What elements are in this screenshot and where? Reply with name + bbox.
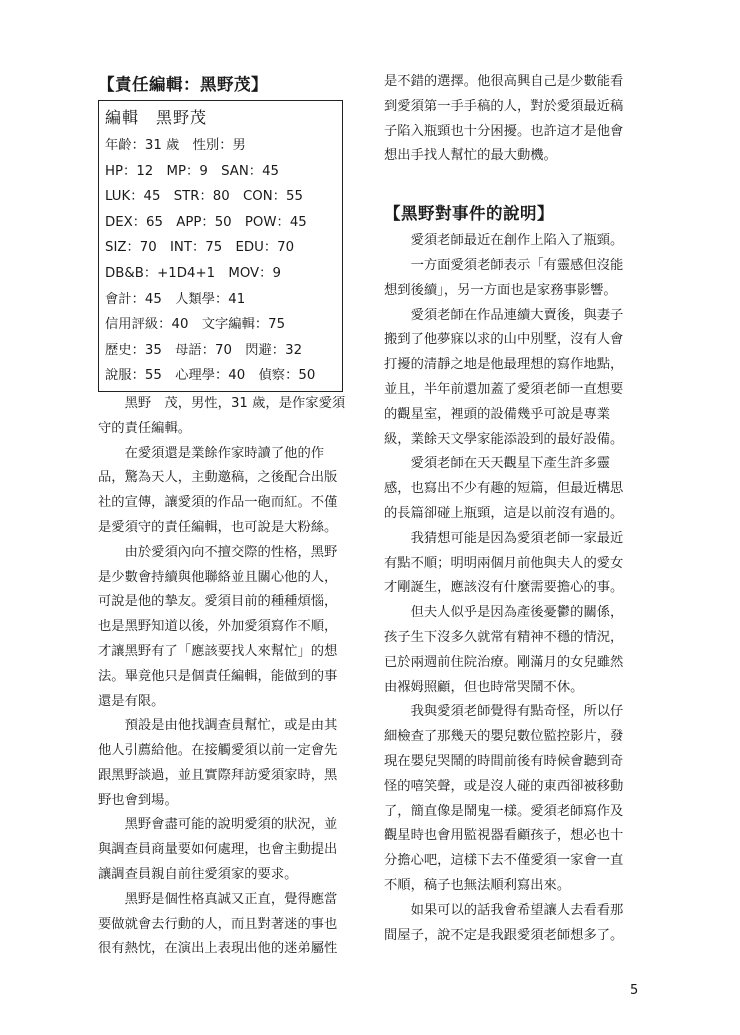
stat-row: DB&B：+1D4+1 MOV：9	[105, 265, 281, 281]
text-line: 預設是由他找調查員幫忙，或是由其	[98, 718, 338, 734]
page-number: 5	[630, 983, 639, 998]
paragraph	[384, 899, 642, 949]
text-line: 的觀星室，裡頭的設備幾乎可說是專業	[384, 406, 611, 422]
text-line: 子陷入瓶頸也十分困擾。也許這才是他會	[384, 123, 624, 139]
text-line: 想出手找人幫忙的最大動機。	[384, 148, 557, 164]
text-line: 還是有限。	[98, 693, 165, 709]
text-line: 跟黑野談過，並且實際拜訪愛須家時，黑	[98, 767, 338, 783]
text-line: 到愛須第一手手稿的人，對於愛須最近稿	[384, 98, 624, 114]
text-line: 打擾的清靜之地是他最理想的寫作地點，	[384, 357, 624, 373]
text-line: 才剛誕生，應該沒有什麼需要擔心的事。	[384, 580, 624, 596]
stat-row: DEX：65 APP：50 POW：45	[105, 214, 307, 230]
text-line: 已於兩週前住院治療。剛滿月的女兒雖然	[384, 654, 624, 670]
text-line: 可說是他的摯友。愛須目前的種種煩惱，	[98, 594, 338, 610]
text-line: 但夫人似乎是因為產後憂鬱的關係，	[384, 605, 624, 621]
text-line: 搬到了他夢寐以求的山中別墅，沒有人會	[384, 332, 624, 348]
left-body-text	[98, 392, 356, 962]
stat-row: SIZ：70 INT：75 EDU：70	[105, 240, 295, 256]
text-line: 黑野 茂，男性，31 歲，是作家愛須	[98, 395, 346, 411]
paragraph	[384, 304, 642, 453]
text-line: 的長篇卻碰上瓶頸，這是以前沒有過的。	[384, 505, 624, 521]
text-line: 要做就會去行動的人，而且對著迷的事也	[98, 916, 338, 932]
text-line: 由褓姆照顧，但也時常哭鬧不休。	[384, 679, 584, 695]
right-column	[384, 70, 642, 948]
text-line: 在愛須還是業餘作家時讀了他的作	[98, 445, 325, 461]
stat-box-name: 編輯 黑野茂	[105, 108, 208, 127]
paragraph	[384, 601, 642, 700]
event-heading: 【黑野對事件的說明】	[384, 204, 554, 224]
stat-rows	[105, 133, 336, 389]
text-line: 級，業餘天文學家能添設到的最好設備。	[384, 431, 624, 447]
paragraph	[384, 229, 642, 254]
character-stat-box	[98, 100, 343, 392]
text-line: 由於愛須內向不擅交際的性格，黑野	[98, 544, 338, 560]
text-line: 孩子生下沒多久就常有精神不穩的情況，	[384, 629, 624, 645]
text-line: 不順，稿子也無法順利寫出來。	[384, 877, 571, 893]
text-line: 與調查員商量要如何處理，也會主動提出	[98, 842, 338, 858]
stat-row: 歷史：35 母語：70 閃避：32	[105, 342, 303, 358]
stat-row: 會計：45 人類學：41	[105, 291, 246, 307]
text-line: 很有熱忱，在演出上表現出他的迷弟屬性	[98, 941, 338, 957]
editor-heading: 【責任編輯：黑野茂】	[98, 75, 268, 94]
text-line: 分擔心吧，這樣下去不僅愛須一家會一直	[384, 853, 624, 869]
paragraph	[98, 442, 356, 541]
text-line: 黑野是個性格真誠又正直，覺得應當	[98, 891, 338, 907]
text-line: 社的宣傳，讓愛須的作品一砲而紅。不僅	[98, 495, 338, 511]
text-line: 感，也寫出不少有趣的短篇，但最近構思	[384, 481, 624, 497]
text-line: 是不錯的選擇。他很高興自己是少數能看	[384, 74, 624, 89]
text-line: 觀星時也會用監視器看顧孩子，想必也十	[384, 828, 624, 844]
paragraph	[384, 70, 642, 169]
paragraph	[98, 392, 356, 442]
stat-row: 年齡：31 歲 性別：男	[105, 138, 246, 153]
stat-row: LUK：45 STR：80 CON：55	[105, 189, 303, 205]
paragraph	[98, 714, 356, 813]
text-line: 一方面愛須老師表示「有靈感但沒能	[384, 257, 624, 273]
paragraph	[98, 888, 356, 962]
text-line: 讓調查員親自前往愛須家的要求。	[98, 867, 298, 883]
text-line: 愛須老師最近在創作上陷入了瓶頸。	[384, 233, 624, 249]
text-line: 才讓黑野有了「應該要找人來幫忙」的想	[98, 643, 338, 659]
text-line: 間屋子，說不定是我跟愛須老師想多了。	[384, 927, 624, 943]
text-line: 細檢查了那幾天的嬰兒數位監控影片，發	[384, 729, 624, 745]
text-line: 守的責任編輯。	[98, 420, 192, 436]
text-line: 想到後續」，另一方面也是家務事影響。	[384, 282, 617, 298]
text-line: 是少數會持續與他聯絡並且關心他的人，	[98, 569, 338, 585]
text-line: 愛須老師在天天觀星下產生許多靈	[384, 456, 611, 472]
right-body-text	[384, 229, 642, 948]
text-line: 我與愛須老師覺得有點奇怪，所以仔	[384, 704, 624, 720]
paragraph	[98, 813, 356, 887]
text-line: 野也會到場。	[98, 792, 178, 808]
text-line: 怪的嘻笑聲，或是沒人碰的東西卻被移動	[384, 778, 624, 794]
stat-row: HP：12 MP：9 SAN：45	[105, 163, 280, 179]
paragraph	[384, 452, 642, 526]
text-line: 他人引薦給他。在接觸愛須以前一定會先	[98, 743, 338, 759]
text-line: 有點不順；明明兩個月前他與夫人的愛女	[384, 555, 624, 571]
stat-row: 信用評級：40 文字編輯：75	[105, 317, 286, 333]
stat-row: 說服：55 心理學：40 偵察：50	[105, 368, 316, 384]
text-line: 是愛須守的責任編輯，也可說是大粉絲。	[98, 519, 338, 535]
paragraph	[384, 254, 642, 304]
text-line: 了，簡直像是鬧鬼一樣。愛須老師寫作及	[384, 803, 624, 819]
text-line: 也是黑野知道以後，外加愛須寫作不順，	[98, 619, 338, 635]
text-line: 品，驚為天人，主動邀稿，之後配合出版	[98, 470, 338, 486]
text-line: 黑野會盡可能的說明愛須的狀況，並	[98, 817, 338, 833]
text-line: 如果可以的話我會希望讓人去看看那	[384, 902, 624, 918]
text-line: 愛須老師在作品連續大賣後，與妻子	[384, 307, 624, 323]
text-line: 現在嬰兒哭鬧的時間前後有時候會聽到奇	[384, 753, 624, 769]
right-intro-text	[384, 70, 642, 169]
paragraph	[384, 527, 642, 601]
text-line: 法。畢竟他只是個責任編輯，能做到的事	[98, 668, 338, 684]
left-column	[98, 70, 356, 962]
paragraph	[98, 541, 356, 715]
paragraph	[384, 700, 642, 898]
text-line: 並且，半年前還加蓋了愛須老師一直想要	[384, 381, 624, 397]
section-spacer	[384, 169, 642, 199]
text-line: 我猜想可能是因為愛須老師一家最近	[384, 530, 624, 546]
